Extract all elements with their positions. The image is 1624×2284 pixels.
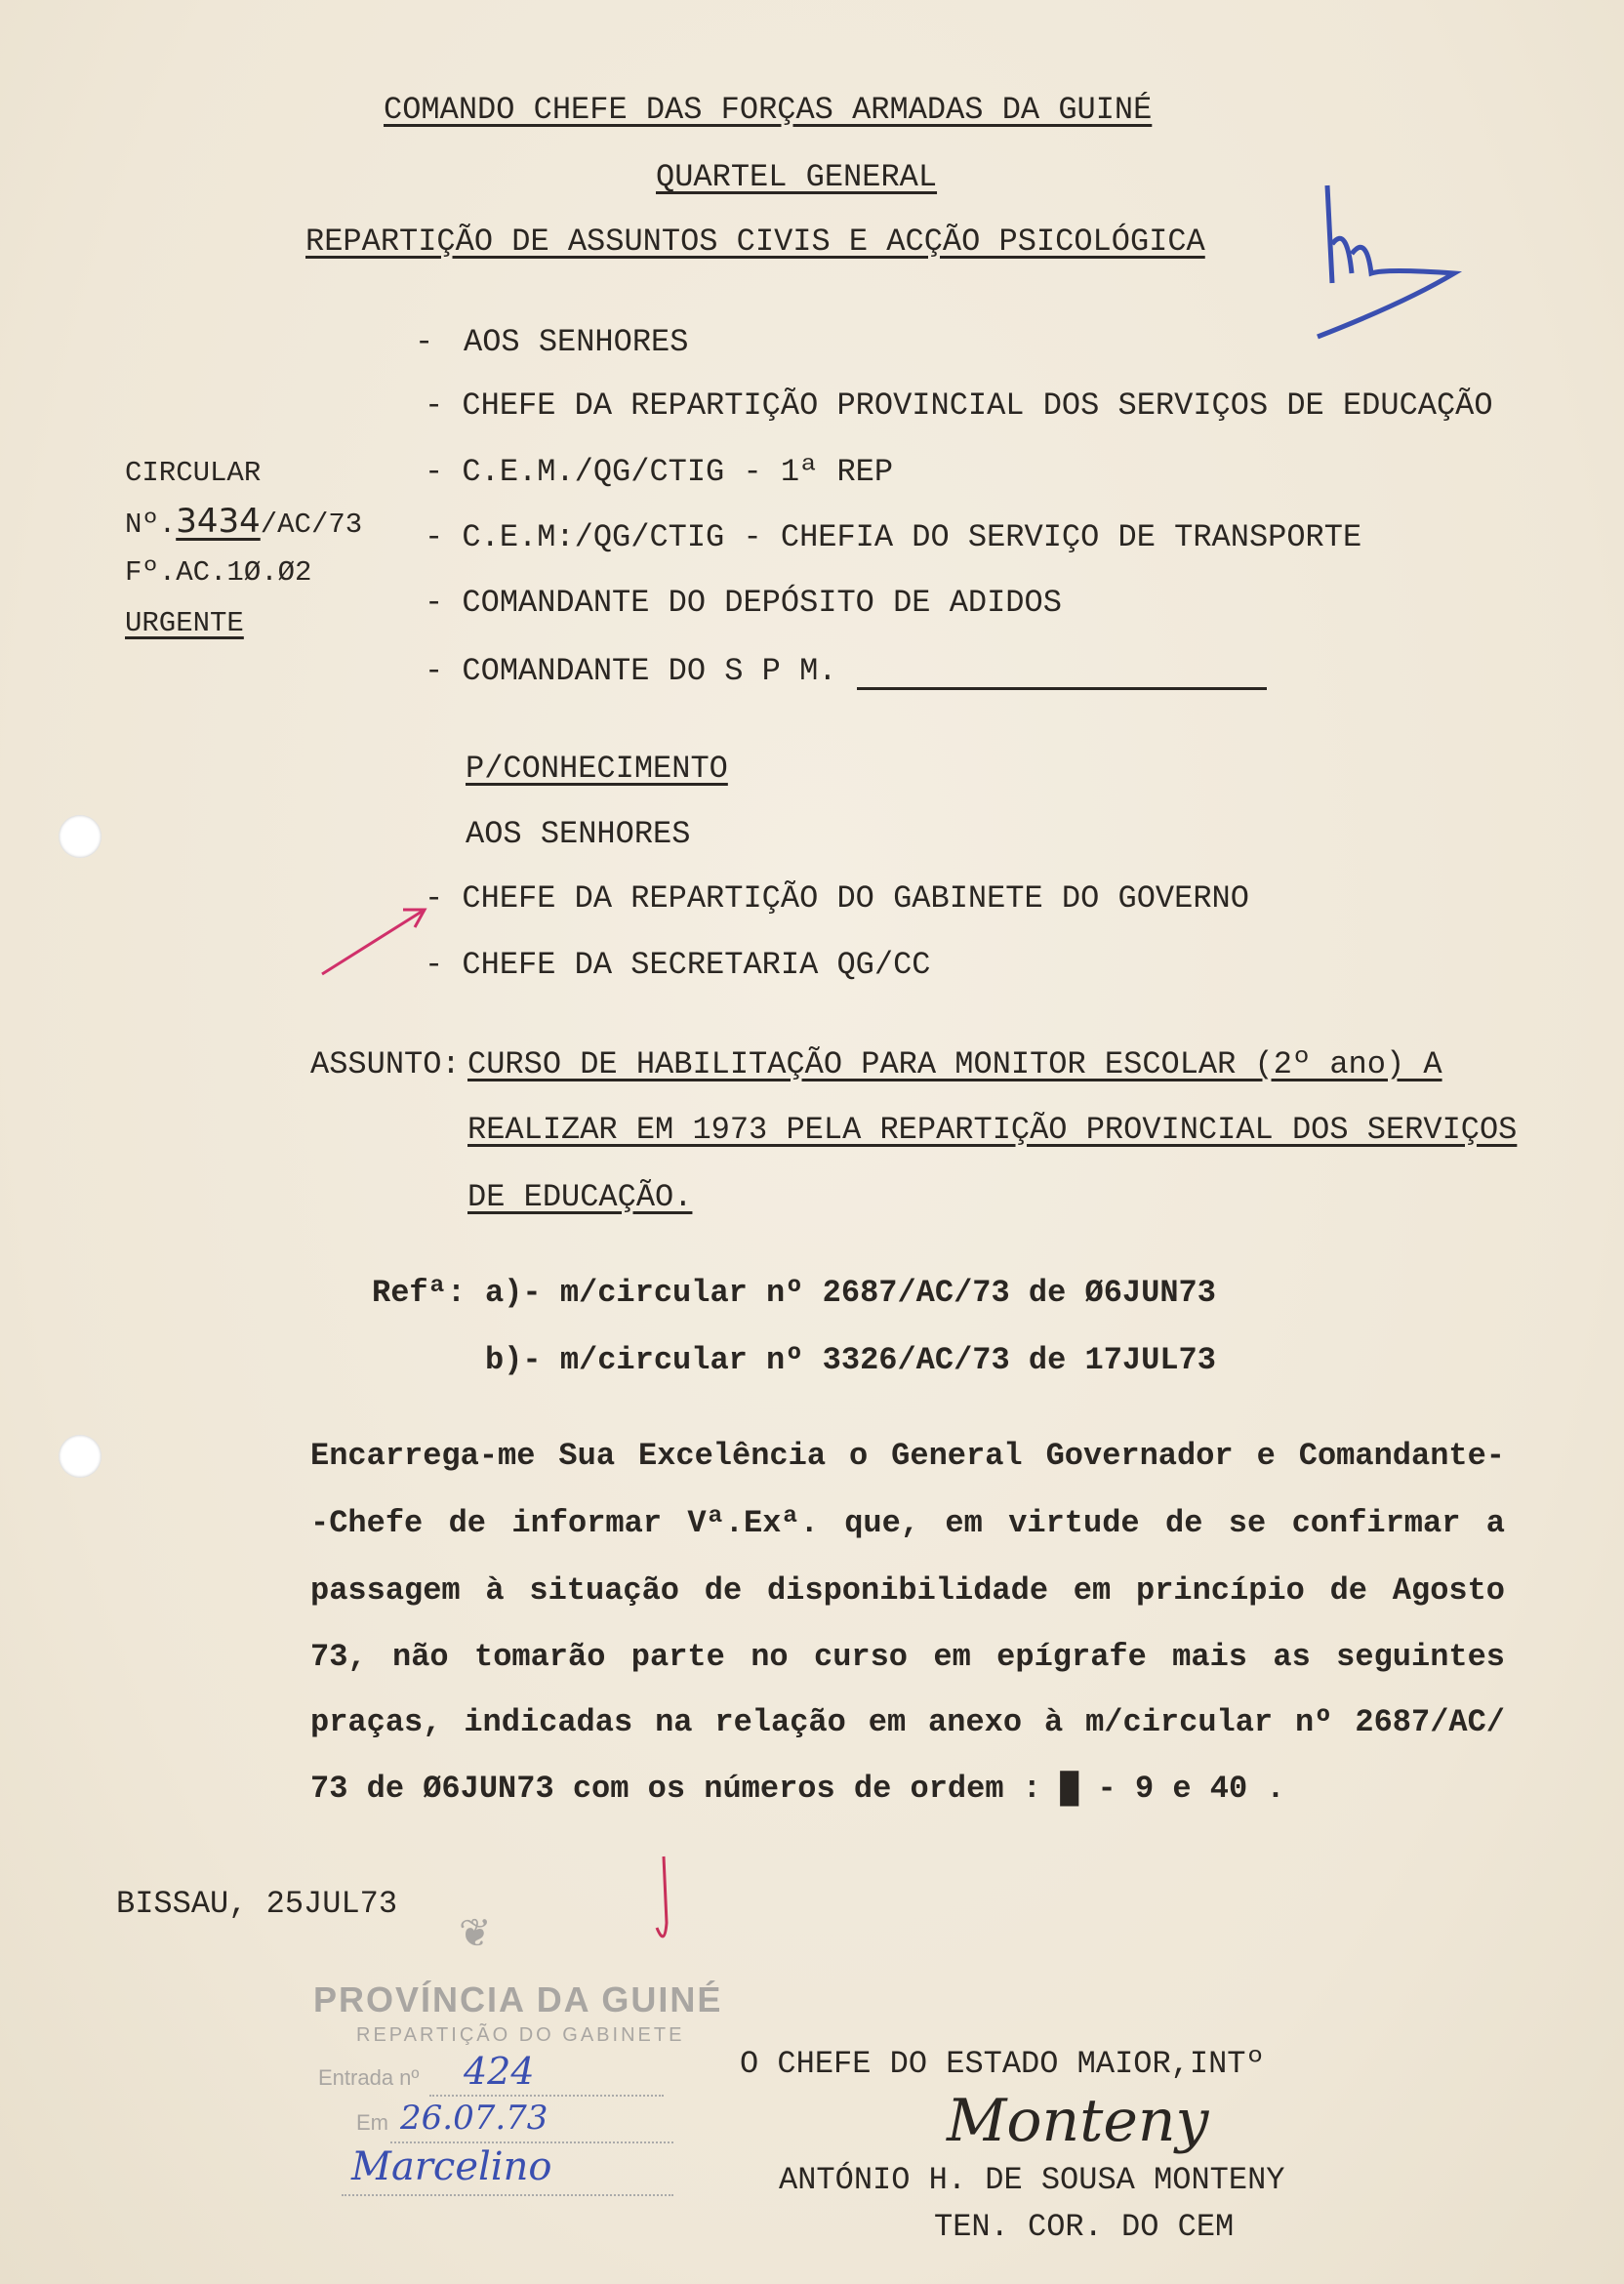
subject-line: CURSO DE HABILITAÇÃO PARA MONITOR ESCOLAR (2º ano) A [467,1046,1442,1082]
for-knowledge-item: - CHEFE DA SECRETARIA QG/CC [425,947,931,983]
place-date: BISSAU, 25JUL73 [116,1886,398,1922]
header-command: COMANDO CHEFE DAS FORÇAS ARMADAS DA GUINÉ [384,92,1153,128]
body-line: -Chefe de informar Vª.Exª. que, em virtude de se confirmar a [310,1505,1505,1541]
stamp-line [429,2095,664,2097]
header-department: REPARTIÇÃO DE ASSUNTOS CIVIS E ACÇÃO PSICOLÓGICA [305,224,1205,260]
signatory-title: O CHEFE DO ESTADO MAIOR,INTº [740,2046,1265,2082]
references-label: Refª: [372,1275,467,1311]
for-knowledge-title: P/CONHECIMENTO [466,751,728,787]
stamp-department: REPARTIÇÃO DO GABINETE [356,2024,685,2046]
recipient-item: - C.E.M./QG/CTIG - 1ª REP [425,454,894,490]
number-suffix: /AC/73 [260,509,363,541]
circular-label: CIRCULAR [125,457,262,489]
punch-hole [59,1435,102,1478]
stamp-line [342,2194,673,2196]
priority-urgent: URGENTE [125,607,244,639]
for-knowledge-item: - CHEFE DA REPARTIÇÃO DO GABINETE DO GOVERNO [425,880,1249,917]
blue-pen-mark [1308,176,1474,351]
recipient-item: - COMANDANTE DO S P M. [425,653,837,689]
body-line: 73 de Ø6JUN73 com os números de ordem : █ - 9 e 40 . [310,1771,1285,1807]
stamp-entry-label: Entrada nº [318,2065,420,2090]
body-line: Encarrega-me Sua Excelência o General Governador e Comandante- [310,1438,1505,1474]
header-hq: QUARTEL GENERAL [656,159,938,195]
recipient-text: COMANDANTE DO S P M. [462,653,837,689]
number-prefix: Nº. [125,509,177,541]
blank-line [857,687,1267,690]
signatory-name: ANTÓNIO H. DE SOUSA MONTENY [779,2162,1285,2198]
recipient-text: CHEFE DA SECRETARIA QG/CC [462,947,931,983]
file-reference: Fº.AC.1Ø.Ø2 [125,556,312,589]
stamp-date-label: Em [356,2110,388,2135]
signatory-rank: TEN. COR. DO CEM [934,2209,1235,2245]
red-check-mark [649,1855,678,1952]
reference-item: a)- m/circular nº 2687/AC/73 de Ø6JUN73 [485,1275,1216,1311]
reference-item: b)- m/circular nº 3326/AC/73 de 17JUL73 [485,1342,1216,1378]
number-handwritten: 3434 [176,502,261,541]
recipient-text: C.E.M./QG/CTIG - 1ª REP [462,454,894,490]
stamp-date: 26.07.73 [400,2099,548,2138]
subject-line: DE EDUCAÇÃO. [467,1179,693,1215]
recipient-dash: - [415,324,434,360]
recipient-item: - C.E.M:/QG/CTIG - CHEFIA DO SERVIÇO DE TRANSPORTE [425,519,1362,555]
body-line: passagem à situação de disponibilidade em princípio de Agosto [310,1572,1505,1609]
recipients-intro: AOS SENHORES [464,324,689,360]
stamp-province: PROVÍNCIA DA GUINÉ [313,1979,723,2019]
coat-of-arms-icon: ❦ [459,1912,492,1955]
recipient-text: COMANDANTE DO DEPÓSITO DE ADIDOS [462,585,1062,621]
stamp-initials: Marcelino [351,2144,552,2189]
recipient-text: C.E.M:/QG/CTIG - CHEFIA DO SERVIÇO DE TRANSPORTE [462,519,1362,555]
subject-line: REALIZAR EM 1973 PELA REPARTIÇÃO PROVINCIAL DOS SERVIÇOS [467,1112,1518,1148]
recipient-item: - COMANDANTE DO DEPÓSITO DE ADIDOS [425,585,1062,621]
handwritten-signature: Monteny [947,2087,1209,2155]
recipient-item: - CHEFE DA REPARTIÇÃO PROVINCIAL DOS SERVIÇOS DE EDUCAÇÃO [425,387,1493,424]
circular-number [125,502,362,545]
recipient-text: CHEFE DA REPARTIÇÃO DO GABINETE DO GOVERNO [462,880,1249,917]
recipient-text: CHEFE DA REPARTIÇÃO PROVINCIAL DOS SERVIÇOS DE EDUCAÇÃO [462,387,1493,424]
stamp-entry-number: 424 [464,2050,535,2093]
body-line: praças, indicadas na relação em anexo à m/circular nº 2687/AC/ [310,1704,1505,1740]
red-arrow-mark [317,898,434,981]
stamp-line [390,2141,673,2143]
body-line: 73, não tomarão parte no curso em epígrafe mais as seguintes [310,1639,1505,1675]
punch-hole [59,815,102,858]
for-knowledge-intro: AOS SENHORES [466,816,691,852]
subject-label: ASSUNTO: [310,1046,461,1082]
